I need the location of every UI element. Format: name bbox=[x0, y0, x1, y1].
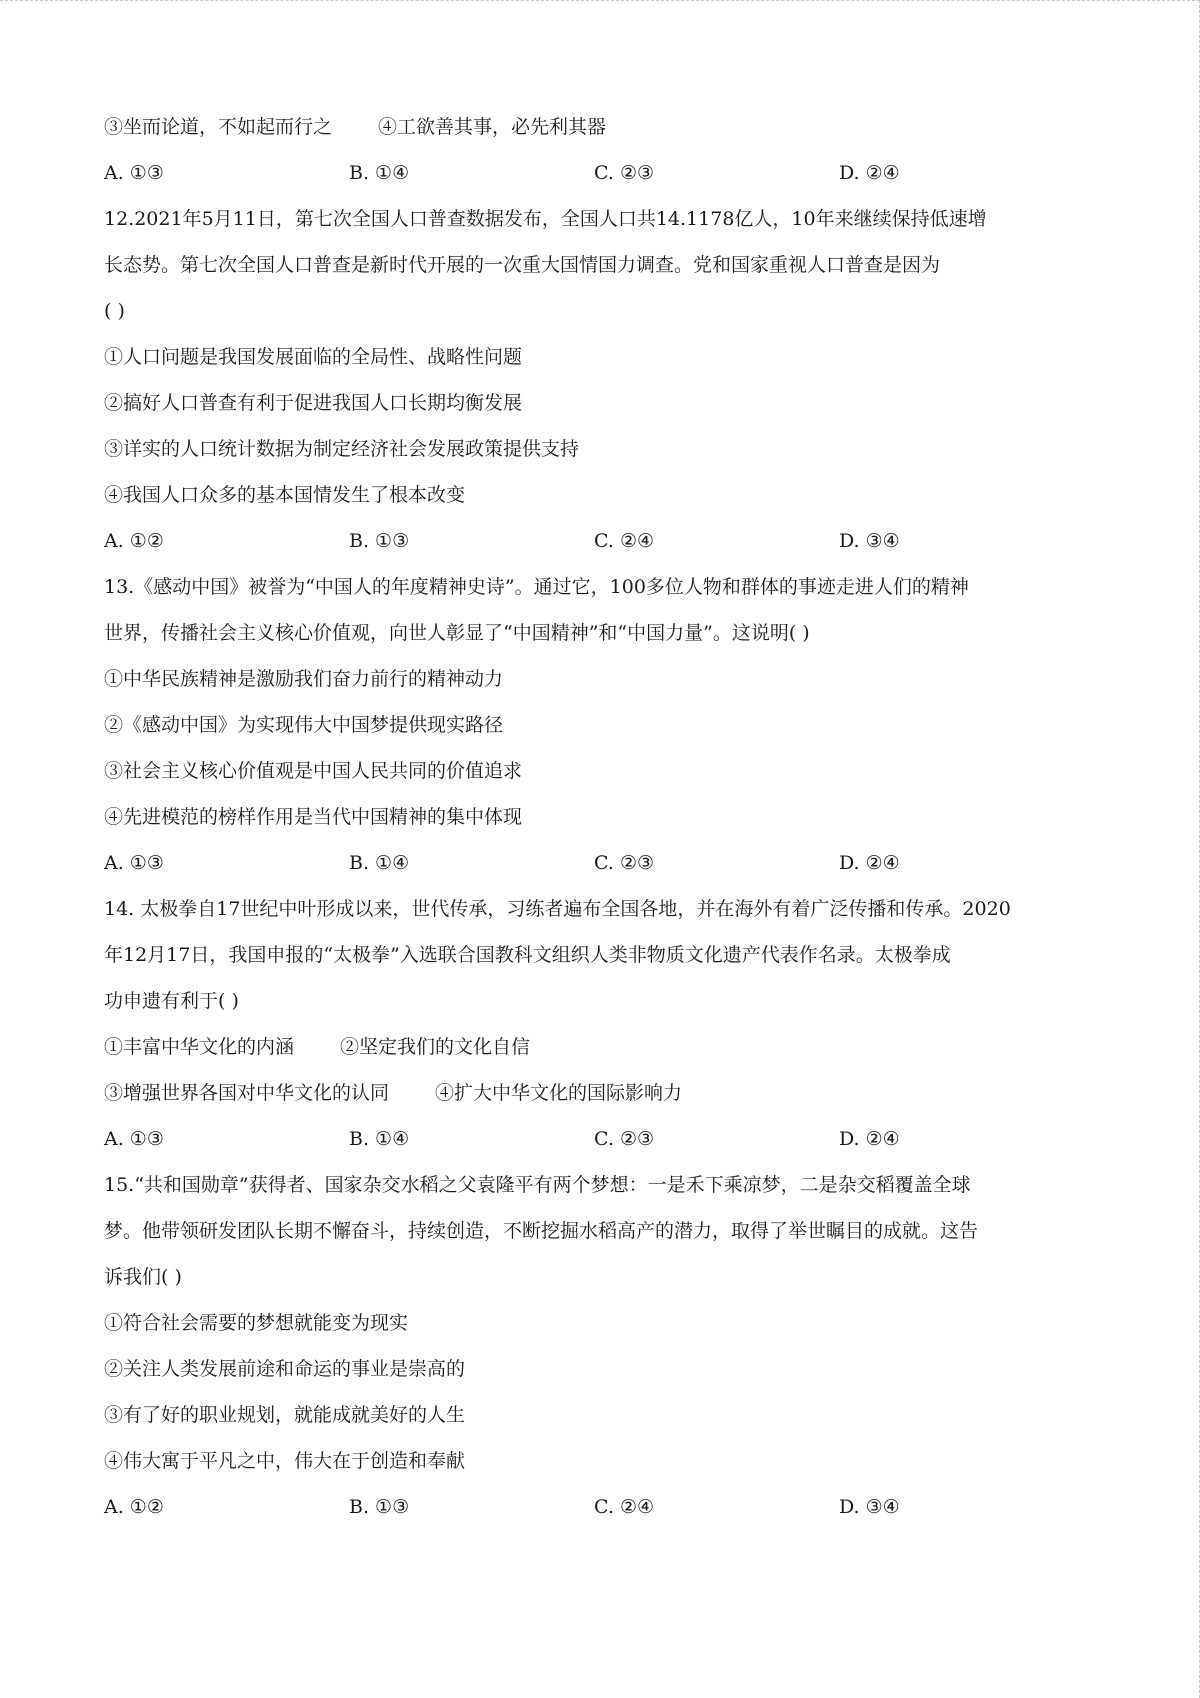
option-c: C. ②③ bbox=[594, 162, 655, 184]
question-item: ②关注人类发展前途和命运的事业是崇高的 bbox=[104, 1358, 466, 1380]
prev-item-3: ③坐而论道，不如起而行之 bbox=[104, 116, 333, 138]
question-item: ④扩大中华文化的国际影响力 bbox=[435, 1082, 683, 1104]
option-c: C. ②③ bbox=[594, 1128, 655, 1150]
option-c: C. ②④ bbox=[594, 530, 655, 552]
question-12 bbox=[104, 206, 1104, 554]
question-stem-line: 功申遗有利于( ) bbox=[104, 990, 239, 1012]
option-d: D. ③④ bbox=[839, 1496, 900, 1518]
question-items-line bbox=[104, 1080, 1104, 1106]
option-d: D. ②④ bbox=[839, 1128, 900, 1150]
question-item: ②坚定我们的文化自信 bbox=[340, 1036, 531, 1058]
question-item: ①中华民族精神是激励我们奋力前行的精神动力 bbox=[104, 668, 504, 690]
option-b: B. ①④ bbox=[349, 852, 410, 874]
question-item: ③有了好的职业规划，就能成就美好的人生 bbox=[104, 1404, 466, 1426]
exam-content bbox=[104, 114, 1104, 1540]
question-15 bbox=[104, 1172, 1104, 1520]
question-item: ④伟大寓于平凡之中，伟大在于创造和奉献 bbox=[104, 1450, 466, 1472]
question-stem-line: 世界，传播社会主义核心价值观，向世人彰显了“中国精神”和“中国力量”。这说明( ) bbox=[104, 622, 810, 644]
question-14 bbox=[104, 896, 1104, 1152]
prev-question-options bbox=[104, 160, 1104, 186]
option-d: D. ③④ bbox=[839, 530, 900, 552]
option-b: B. ①③ bbox=[349, 530, 410, 552]
option-b: B. ①④ bbox=[349, 162, 410, 184]
option-a: A. ①② bbox=[104, 530, 164, 552]
option-a: A. ①③ bbox=[104, 162, 164, 184]
option-b: B. ①④ bbox=[349, 1128, 410, 1150]
question-item: ①丰富中华文化的内涵 bbox=[104, 1036, 295, 1058]
question-stem-line: 梦。他带领研发团队长期不懈奋斗，持续创造，不断挖掘水稻高产的潜力，取得了举世瞩目的成就。这告 bbox=[104, 1220, 979, 1242]
option-a: A. ①③ bbox=[104, 852, 164, 874]
question-options bbox=[104, 850, 1104, 876]
question-item: ④先进模范的榜样作用是当代中国精神的集中体现 bbox=[104, 806, 523, 828]
question-item: ①符合社会需要的梦想就能变为现实 bbox=[104, 1312, 409, 1334]
question-stem-line: 13.《感动中国》被誉为“中国人的年度精神史诗”。通过它，100多位人物和群体的事迹走进人们的精神 bbox=[104, 576, 969, 598]
question-stem-line: 诉我们( ) bbox=[104, 1266, 182, 1288]
question-stem-line: 14. 太极拳自17世纪中叶形成以来，世代传承，习练者遍布全国各地，并在海外有着广泛传播和传承。2020 bbox=[104, 898, 1011, 920]
question-stem-line: 15.“共和国勋章”获得者、国家杂交水稻之父袁隆平有两个梦想：一是禾下乘凉梦，二是杂交稻覆盖全球 bbox=[104, 1174, 971, 1196]
question-item: ①人口问题是我国发展面临的全局性、战略性问题 bbox=[104, 346, 523, 368]
answer-blank: ( ) bbox=[104, 300, 125, 322]
option-d: D. ②④ bbox=[839, 162, 900, 184]
question-items-line bbox=[104, 1034, 1104, 1060]
option-c: C. ②④ bbox=[594, 1496, 655, 1518]
prev-question-items-line bbox=[104, 114, 1104, 140]
question-item: ③详实的人口统计数据为制定经济社会发展政策提供支持 bbox=[104, 438, 580, 460]
question-stem-line: 12.2021年5月11日，第七次全国人口普查数据发布，全国人口共14.1178亿人，10年来继续保持低速增 bbox=[104, 208, 987, 230]
question-13 bbox=[104, 574, 1104, 876]
question-item: ②搞好人口普查有利于促进我国人口长期均衡发展 bbox=[104, 392, 523, 414]
option-d: D. ②④ bbox=[839, 852, 900, 874]
question-options bbox=[104, 528, 1104, 554]
prev-item-4: ④工欲善其事，必先利其器 bbox=[378, 116, 607, 138]
question-options bbox=[104, 1494, 1104, 1520]
question-item: ④我国人口众多的基本国情发生了根本改变 bbox=[104, 484, 466, 506]
question-item: ③社会主义核心价值观是中国人民共同的价值追求 bbox=[104, 760, 523, 782]
question-options bbox=[104, 1126, 1104, 1152]
question-stem-line: 年12月17日，我国申报的“太极拳”入选联合国教科文组织人类非物质文化遗产代表作名录。太极拳成 bbox=[104, 944, 951, 966]
question-stem-line: 长态势。第七次全国人口普查是新时代开展的一次重大国情国力调查。党和国家重视人口普查是因为 bbox=[104, 254, 941, 276]
option-b: B. ①③ bbox=[349, 1496, 410, 1518]
option-a: A. ①② bbox=[104, 1496, 164, 1518]
option-a: A. ①③ bbox=[104, 1128, 164, 1150]
question-item: ③增强世界各国对中华文化的认同 bbox=[104, 1082, 390, 1104]
option-c: C. ②③ bbox=[594, 852, 655, 874]
question-item: ②《感动中国》为实现伟大中国梦提供现实路径 bbox=[104, 714, 504, 736]
